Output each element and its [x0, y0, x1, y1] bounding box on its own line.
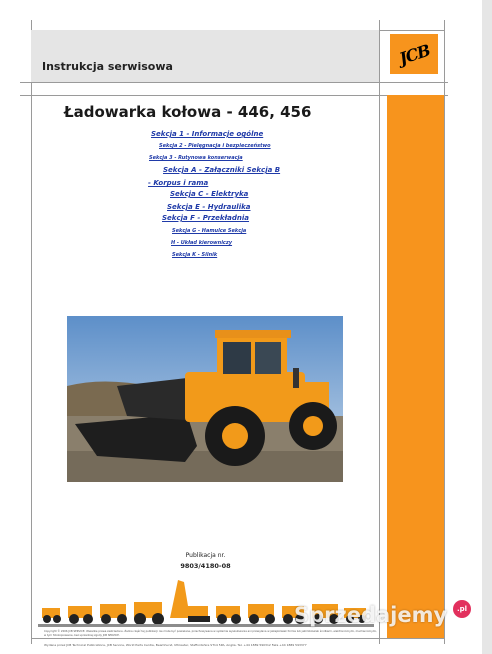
header-band: [31, 30, 379, 82]
toc-link-section-3[interactable]: Sekcja 3 - Rutynowa konserwacja: [149, 155, 243, 161]
crop-mark-right: [444, 20, 445, 644]
toc-link-section-c[interactable]: Sekcja C - Elektryka: [170, 190, 249, 198]
crop-mark-header-bottom: [20, 82, 448, 83]
publication-label: Publikacja nr.: [185, 552, 226, 559]
toc-link-section-1[interactable]: Sekcja 1 - Informacje ogólne: [151, 130, 264, 138]
crop-mark-content-top: [20, 95, 448, 96]
document-title: Ładowarka kołowa - 446, 456: [64, 103, 312, 121]
toc-link-section-g[interactable]: Sekcja G - Hamulce Sekcja: [172, 228, 247, 234]
toc-link-section-2[interactable]: Sekcja 2 - Pielęgnacja i bezpieczeństwo: [159, 143, 271, 149]
crop-mark-bottom: [31, 638, 444, 639]
jcb-logo: [390, 34, 438, 74]
header-title: Instrukcja serwisowa: [42, 60, 173, 73]
toc-link-section-b[interactable]: - Korpus i rama: [148, 179, 209, 187]
toc-link-section-k[interactable]: Sekcja K - Silnik: [172, 252, 218, 258]
toc-link-section-e[interactable]: Sekcja E - Hydraulika: [167, 203, 251, 211]
watermark-text: Sprzedajemy: [294, 603, 448, 627]
copyright-notice: Copyright © 2006 JCB SERVICE. Wszelkie prawa zastrzeżone. Żadna część tej publikacji nie może być powielana, przechowywana w systemie wyszukiwania ani przesyłana w jakiejkolwiek formie lub jakimikolwiek środkami, elektronicznymi, mechanicznymi, w tym fotokopiowanie, bez uprzedniej zgody JCB SERVICE.: [44, 630, 377, 637]
crop-mark-mid: [379, 20, 380, 644]
crop-mark-left: [31, 20, 32, 644]
toc-link-section-h[interactable]: H - Układ kierowniczy: [171, 240, 233, 246]
toc-link-section-a[interactable]: Sekcja A - Załączniki Sekcja B: [163, 166, 281, 174]
scrollbar-track[interactable]: [482, 0, 492, 654]
wheel-loader-photo: [67, 316, 343, 482]
watermark-badge: .pl: [453, 600, 471, 618]
publication-number: 9803/4180-08: [180, 562, 231, 570]
publisher-footer: Wydane przez JCB Technical Publications, JCB Service, World Parts Centre, Beamhurst, Uttoxeter, Staffordshire ST14 5PA, Anglia. Tel. +44 1889 590312 Faks +44 1889 593377: [44, 643, 307, 647]
jcb-logo-text: JCB: [396, 40, 432, 68]
toc-link-section-f[interactable]: Sekcja F - Przekładnia: [162, 214, 250, 222]
